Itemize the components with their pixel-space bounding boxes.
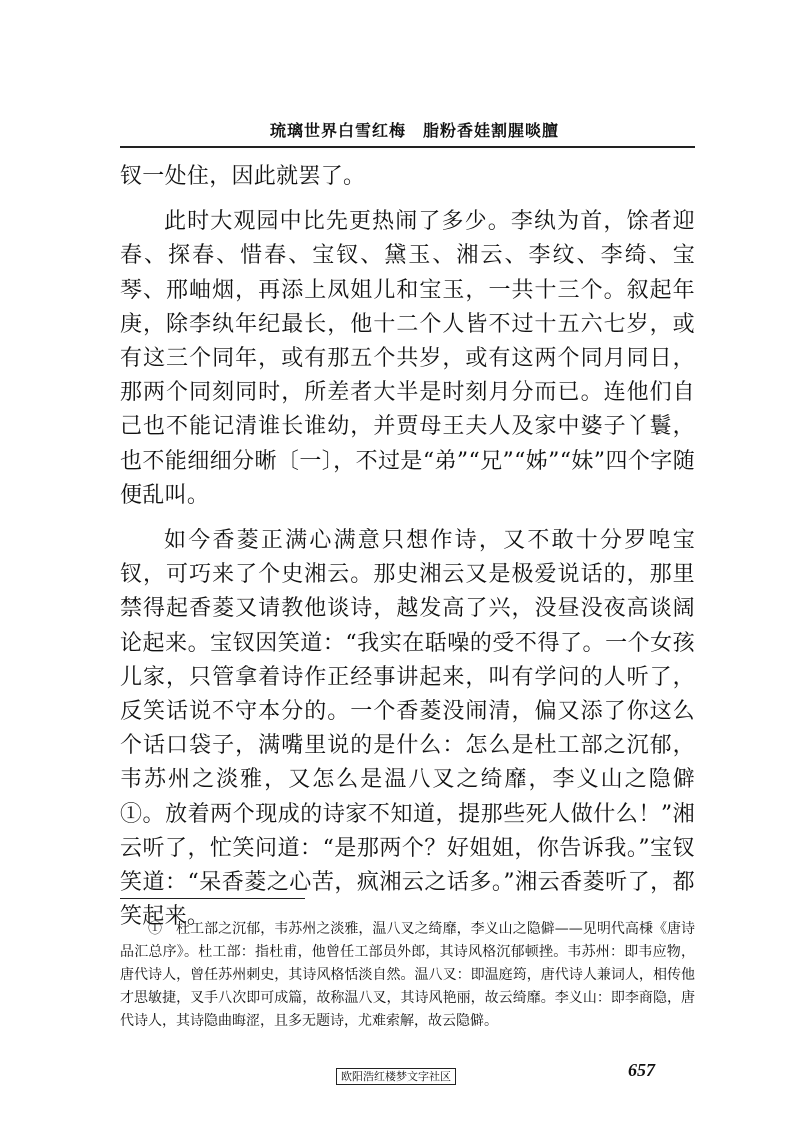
footnote: ① 杜工部之沉郁，韦苏州之淡雅，温八叉之绮靡，李义山之隐僻——见明代高棅《唐诗品汇总序》。杜工部：指杜甫，他曾任工部员外郎，其诗风格沉郁顿挫。韦苏州：即韦应物，唐代诗人，曾任苏州刺史，其诗风格恬淡自然。温八叉：即温庭筠，唐代诗人兼词人，相传他才思敏捷，叉手八次即可成篇，故称温八叉，其诗风艳丽，故云绮靡。李义山：即李商隐，唐代诗人，其诗隐曲晦涩，且多无题诗，尤难索解，故云隐僻。 [120,921,695,1029]
paragraph-2: 此时大观园中比先更热闹了多少。李纨为首，馀者迎春、探春、惜春、宝钗、黛玉、湘云、李纹、李绮、宝琴、邢岫烟，再添上凤姐儿和宝玉，一共十三个。叙起年庚，除李纨年纪最长，他十二个人皆不过十五六七岁，或有这三个同年，或有那五个共岁，或有这两个同月同日，那两个同刻同时，所差者大半是时刻月分而已。连他们自己也不能记清谁长谁幼，并贾母王夫人及家中婆子丫鬟，也不能细细分晰〔一〕，不过是“弟”“兄”“姊”“妹”四个字随便乱叫。 [120,209,695,508]
header-rule [120,146,695,148]
paragraph-1: 钗一处住，因此就罢了。 [120,164,366,189]
running-header: 琉璃世界白雪红梅 脂粉香娃割腥啖膻 [270,121,560,140]
body-text [120,160,695,945]
footnote-rule [120,898,305,899]
paragraph-3: 如今香菱正满心满意只想作诗，又不敢十分罗唣宝钗，可巧来了个史湘云。那史湘云又是极爱说话的，那里禁得起香菱又请教他谈诗，越发高了兴，没昼没夜高谈阔论起来。宝钗因笑道：“我实在聒噪的受不得了。一个女孩儿家，只管拿着诗作正经事讲起来，叫有学问的人听了，反笑话说不守本分的。一个香菱没闹清，偏又添了你这么个话口袋子，满嘴里说的是什么：怎么是杜工部之沉郁，韦苏州之淡雅，又怎么是温八叉之绮靡，李义山之隐僻①。放着两个现成的诗家不知道，提那些死人做什么！”湘云听了，忙笑问道：“是那两个？好姐姐，你告诉我。”宝钗笑道：“呆香菱之心苦，疯湘云之话多。”湘云香菱听了，都笑起来。 [120,528,695,930]
page-number: 657 [628,1060,655,1080]
library-stamp: 欧阳浩红楼梦文字社区 [336,1068,456,1085]
